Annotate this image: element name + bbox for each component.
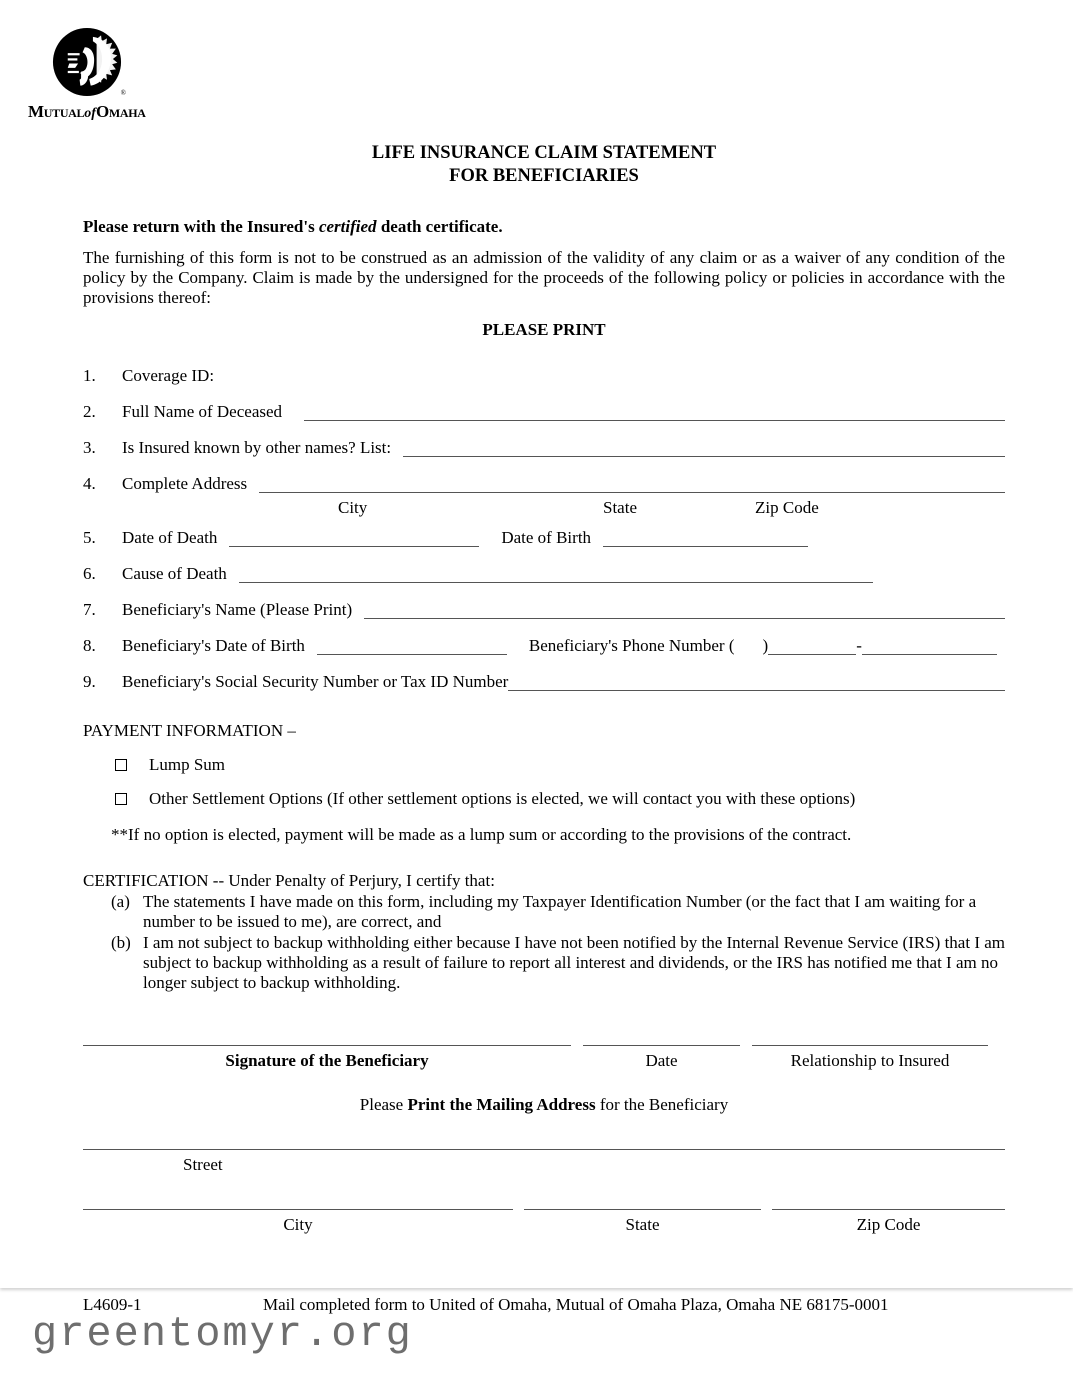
field-input-cause-of-death[interactable] (239, 569, 873, 583)
signature-relationship-caption: Relationship to Insured (790, 1051, 950, 1070)
field-label-coverage-id: Coverage ID: (122, 366, 215, 385)
signature-field-group (83, 1045, 571, 1071)
signature-date-group (583, 1045, 740, 1071)
mailing-state-caption: State (625, 1215, 660, 1234)
mailing-city-caption: City (283, 1215, 313, 1234)
return-instruction-post: death certificate. (376, 217, 503, 236)
field-number: 2. (83, 402, 96, 421)
return-instruction (83, 217, 1005, 237)
certification-item-b (83, 933, 1005, 993)
site-watermark: greentomyr.org (32, 1310, 413, 1358)
checkbox-other-settlement-options[interactable] (115, 793, 127, 805)
certification-item-a (83, 892, 1005, 932)
field-label-beneficiary-name: Beneficiary's Name (Please Print) (122, 600, 353, 619)
field-row-beneficiary-ssn (83, 672, 1005, 691)
signature-row (83, 1045, 1005, 1071)
field-phone-dash: - (856, 636, 862, 655)
field-label-complete-address: Complete Address (122, 474, 248, 493)
field-row-beneficiary-name (83, 600, 1005, 619)
payment-default-note: **If no option is elected, payment will be made as a lump sum or according to the provisions of the contract. (111, 825, 852, 844)
address-sublabel-state: State (603, 498, 637, 517)
form-code: L4609-1 (83, 1295, 142, 1314)
field-input-complete-address[interactable] (259, 479, 1005, 493)
payment-option-lump-sum[interactable] (83, 755, 1005, 775)
field-input-full-name-of-deceased[interactable] (304, 407, 1005, 421)
field-number: 7. (83, 600, 96, 619)
certification-item-a-text: The statements I have made on this form, including my Taxpayer Identification Number (or the fact that I am waiting for a number to be issued to me), are correct, and (143, 892, 977, 931)
mailing-zip-caption: Zip Code (856, 1215, 921, 1234)
mailing-city-state-zip-row (83, 1209, 1005, 1235)
field-number: 4. (83, 474, 96, 493)
field-number: 9. (83, 672, 96, 691)
document-title (83, 0, 1005, 188)
signature-relationship-group (752, 1045, 988, 1071)
field-input-date-of-death[interactable] (229, 533, 479, 547)
document-title-line-2: FOR BENEFICIARIES (449, 166, 639, 186)
field-row-beneficiary-dob-phone (83, 636, 1005, 655)
address-sublabel-city: City (338, 498, 368, 517)
field-input-phone-suffix[interactable] (862, 641, 997, 655)
wordmark-mutual: Mutual (28, 102, 85, 121)
certification-item-b-tag: (b) (111, 933, 131, 952)
field-label-other-names: Is Insured known by other names? List: (122, 438, 392, 457)
document-title-line-1: LIFE INSURANCE CLAIM STATEMENT (371, 143, 717, 163)
field-label-date-of-death: Date of Death (122, 528, 218, 547)
field-row-full-name-of-deceased (83, 402, 1005, 421)
payment-option-other-settlement-label: Other Settlement Options (If other settlement options is elected, we will contact you with these options) (149, 789, 856, 808)
field-label-beneficiary-ssn: Beneficiary's Social Security Number or Tax ID Number (122, 672, 509, 691)
field-row-date-of-death (83, 528, 1005, 547)
signature-caption: Signature of the Beneficiary (225, 1051, 429, 1070)
mailing-street-group (83, 1149, 1005, 1175)
payment-information-heading: PAYMENT INFORMATION – (83, 721, 296, 740)
field-label-cause-of-death: Cause of Death (122, 564, 227, 583)
mailing-address-heading (83, 1095, 1005, 1115)
field-row-cause-of-death (83, 564, 1005, 583)
field-input-beneficiary-ssn[interactable] (508, 677, 1005, 691)
certification-heading: CERTIFICATION -- Under Penalty of Perjury, I certify that: (83, 871, 495, 890)
mailing-state-group (524, 1209, 761, 1235)
mailing-heading-post: for the Beneficiary (595, 1095, 729, 1114)
field-row-complete-address (83, 474, 1005, 493)
field-phone-paren-close: ) (762, 636, 769, 655)
certification-item-a-tag: (a) (111, 892, 130, 911)
checkbox-lump-sum[interactable] (115, 759, 127, 771)
field-row-coverage-id (83, 366, 1005, 385)
payment-option-other-settlement[interactable] (83, 789, 1005, 809)
field-row-other-names (83, 438, 1005, 457)
payment-option-lump-sum-label: Lump Sum (149, 755, 226, 774)
mailing-zip-group (772, 1209, 1005, 1235)
address-sublabel-zip: Zip Code (755, 498, 819, 517)
field-number: 5. (83, 528, 96, 547)
field-input-beneficiary-name[interactable] (364, 605, 1005, 619)
please-print-heading: PLEASE PRINT (482, 320, 606, 339)
mailing-heading-bold: Print the Mailing Address (407, 1095, 596, 1114)
field-number: 3. (83, 438, 96, 457)
field-number: 8. (83, 636, 96, 655)
signature-date-caption: Date (645, 1051, 678, 1070)
field-label-beneficiary-phone: Beneficiary's Phone Number ( (528, 636, 735, 655)
field-input-beneficiary-date-of-birth[interactable] (317, 641, 507, 655)
wordmark-of: of (84, 106, 96, 121)
mailing-heading-pre: Please (359, 1095, 408, 1114)
field-input-phone-prefix[interactable] (768, 641, 856, 655)
mailing-city-group (83, 1209, 513, 1235)
field-number: 6. (83, 564, 96, 583)
field-number: 1. (83, 366, 96, 385)
return-instruction-pre: Please return with the Insured's (83, 217, 319, 236)
disclaimer-paragraph: The furnishing of this form is not to be construed as an admission of the validity of any claim or as a waiver of any condition of the policy by the Company. Claim is made by the undersigned for the proceeds of the following policy or policies in accordance with the provisions thereof: (83, 248, 1005, 307)
field-input-date-of-birth[interactable] (603, 533, 808, 547)
field-input-other-names[interactable] (403, 443, 1005, 457)
form-fields-list (83, 366, 1005, 691)
field-label-full-name-of-deceased: Full Name of Deceased (122, 402, 283, 421)
field-label-beneficiary-date-of-birth: Beneficiary's Date of Birth (122, 636, 305, 655)
return-instruction-certified: certified (318, 217, 377, 236)
registered-trademark-icon: ® (120, 89, 126, 97)
field-label-date-of-birth: Date of Birth (501, 528, 592, 547)
address-sublabels (83, 498, 1005, 520)
certification-item-b-text: I am not subject to backup withholding either because I have not been notified by the Internal Revenue Service (IRS) that I am subject to backup withholding as a result of failure to report all interest and dividends, or the IRS has notified me that I am no longer subject to backup withholding. (143, 933, 1006, 992)
mail-instruction: Mail completed form to United of Omaha, Mutual of Omaha Plaza, Omaha NE 68175-0001 (263, 1295, 889, 1314)
mailing-street-caption: Street (183, 1155, 223, 1174)
wordmark-omaha: Omaha (95, 102, 146, 121)
